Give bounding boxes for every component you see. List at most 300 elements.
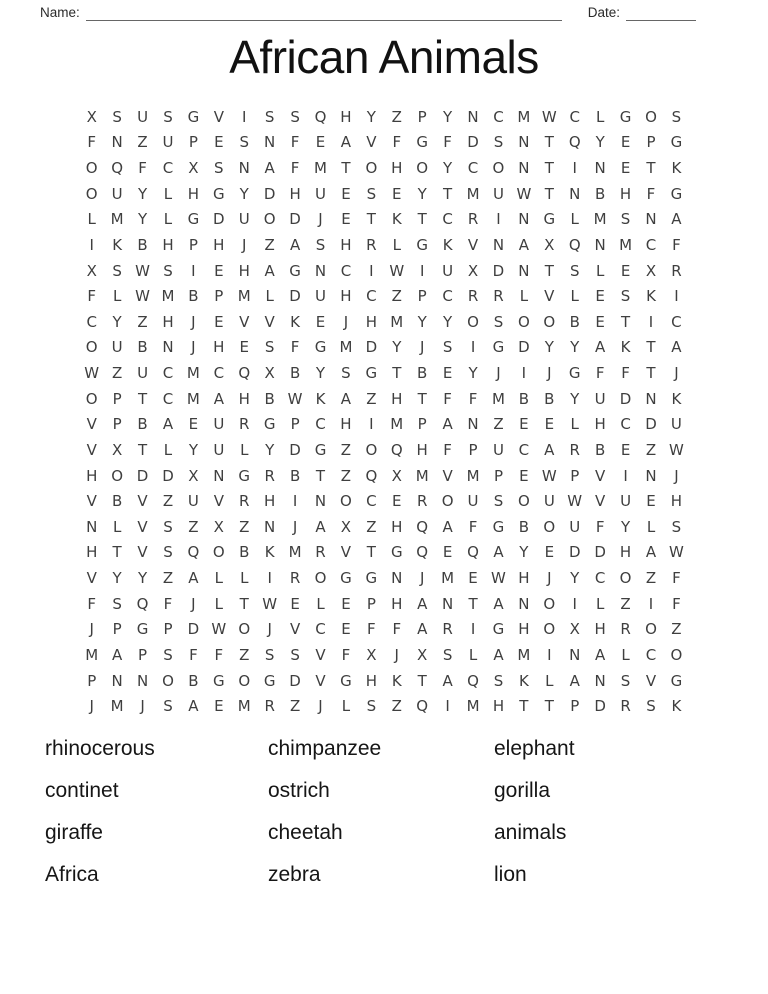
grid-letter: D: [289, 210, 301, 229]
grid-letter: G: [619, 107, 632, 126]
grid-letter: T: [315, 466, 326, 485]
grid-letter: N: [492, 235, 505, 254]
grid-letter: G: [492, 517, 505, 536]
grid-letter: A: [188, 697, 199, 716]
grid-letter: Y: [265, 440, 275, 459]
grid-letter: J: [419, 569, 425, 588]
grid-letter: T: [519, 697, 529, 716]
grid-letter: A: [264, 159, 275, 178]
grid-letter: M: [288, 543, 302, 562]
word-search-grid: [79, 104, 689, 719]
grid-letter: P: [417, 415, 427, 434]
grid-letter: L: [112, 517, 122, 536]
grid-letter: R: [315, 543, 326, 562]
grid-letter: M: [466, 466, 480, 485]
grid-letter: F: [392, 620, 402, 639]
grid-letter: A: [264, 261, 275, 280]
grid-row: [79, 463, 689, 489]
grid-letter: N: [645, 210, 657, 229]
grid-letter: N: [569, 184, 581, 203]
grid-letter: V: [315, 645, 326, 664]
grid-letter: K: [620, 338, 631, 357]
grid-letter: B: [595, 440, 606, 459]
grid-letter: R: [620, 697, 631, 716]
grid-letter: V: [544, 287, 555, 306]
grid-letter: A: [442, 517, 453, 536]
grid-letter: H: [365, 312, 377, 331]
grid-letter: O: [212, 543, 225, 562]
grid-letter: U: [315, 184, 326, 203]
grid-letter: S: [493, 492, 504, 511]
grid-row: [79, 360, 689, 386]
grid-letter: A: [645, 543, 657, 562]
grid-letter: I: [470, 620, 476, 639]
grid-letter: S: [112, 594, 122, 613]
grid-letter: E: [442, 364, 453, 383]
grid-letter: H: [492, 697, 505, 716]
grid-letter: R: [264, 466, 275, 485]
grid-letter: Q: [467, 671, 479, 690]
grid-letter: G: [365, 569, 378, 588]
grid-letter: O: [365, 159, 378, 178]
grid-letter: G: [187, 210, 200, 229]
grid-letter: A: [595, 338, 606, 357]
grid-letter: E: [239, 338, 249, 357]
grid-letter: K: [671, 697, 682, 716]
grid-letter: M: [491, 389, 505, 408]
grid-letter: T: [646, 159, 656, 178]
grid-letter: R: [620, 620, 631, 639]
grid-letter: B: [518, 389, 530, 408]
grid-letter: Y: [468, 364, 478, 383]
grid-letter: D: [467, 133, 479, 152]
name-field: [40, 5, 562, 21]
grid-letter: H: [391, 389, 403, 408]
grid-letter: H: [187, 184, 200, 203]
grid-letter: Y: [570, 389, 580, 408]
grid-letter: S: [442, 338, 453, 357]
grid-letter: X: [213, 517, 224, 536]
grid-letter: W: [668, 543, 684, 562]
grid-letter: F: [189, 645, 198, 664]
grid-letter: M: [466, 184, 480, 203]
grid-letter: V: [595, 492, 606, 511]
grid-letter: A: [595, 645, 606, 664]
grid-letter: G: [314, 440, 327, 459]
grid-row: [79, 693, 689, 719]
grid-letter: L: [163, 184, 173, 203]
grid-letter: A: [671, 210, 682, 229]
grid-letter: Y: [137, 210, 148, 229]
grid-letter: C: [594, 569, 606, 588]
grid-letter: M: [466, 697, 480, 716]
grid-letter: K: [518, 671, 529, 690]
grid-letter: U: [137, 107, 149, 126]
grid-letter: S: [163, 645, 173, 664]
grid-letter: N: [518, 210, 530, 229]
grid-row: [79, 591, 689, 617]
grid-row: [79, 283, 689, 309]
word-list-column: [268, 728, 494, 896]
grid-letter: W: [211, 620, 227, 639]
grid-letter: L: [621, 645, 630, 664]
grid-letter: V: [467, 235, 479, 254]
grid-letter: L: [646, 517, 656, 536]
grid-letter: U: [442, 261, 454, 280]
grid-letter: D: [594, 697, 606, 716]
grid-letter: R: [366, 235, 377, 254]
grid-letter: F: [290, 338, 300, 357]
grid-letter: L: [341, 697, 351, 716]
grid-letter: N: [111, 133, 123, 152]
grid-letter: K: [646, 287, 656, 306]
grid-letter: F: [595, 364, 605, 383]
grid-letter: F: [621, 364, 630, 383]
grid-letter: R: [467, 210, 479, 229]
grid-letter: N: [314, 261, 327, 280]
grid-letter: O: [263, 210, 276, 229]
grid-letter: P: [112, 620, 122, 639]
grid-letter: C: [569, 107, 580, 126]
grid-letter: W: [516, 184, 532, 203]
grid-letter: H: [619, 543, 632, 562]
grid-letter: S: [264, 107, 275, 126]
grid-letter: B: [544, 389, 555, 408]
grid-letter: S: [112, 107, 122, 126]
grid-letter: B: [137, 415, 148, 434]
grid-letter: Z: [391, 107, 402, 126]
header: [40, 5, 696, 21]
grid-letter: E: [544, 543, 555, 562]
grid-letter: Q: [416, 697, 429, 716]
grid-letter: E: [188, 415, 199, 434]
grid-letter: H: [391, 517, 403, 536]
grid-letter: G: [543, 210, 556, 229]
grid-letter: B: [264, 389, 275, 408]
grid-letter: V: [442, 466, 453, 485]
grid-letter: G: [670, 671, 683, 690]
grid-letter: D: [492, 261, 505, 280]
grid-row: [79, 642, 689, 668]
grid-letter: L: [570, 210, 579, 229]
grid-letter: O: [543, 620, 556, 639]
grid-letter: J: [267, 620, 272, 639]
grid-letter: U: [238, 210, 250, 229]
word-list-column: [45, 728, 268, 896]
grid-letter: A: [493, 645, 504, 664]
grid-letter: O: [517, 312, 530, 331]
grid-letter: H: [162, 312, 174, 331]
grid-letter: E: [620, 261, 631, 280]
grid-letter: C: [467, 159, 479, 178]
grid-letter: H: [340, 107, 352, 126]
grid-letter: G: [416, 235, 428, 254]
grid-letter: Y: [315, 364, 326, 383]
grid-letter: O: [85, 184, 98, 203]
grid-letter: G: [314, 338, 327, 357]
grid-letter: R: [239, 415, 250, 434]
grid-letter: T: [646, 338, 656, 357]
grid-letter: F: [87, 133, 97, 152]
grid-letter: C: [645, 235, 657, 254]
grid-letter: U: [315, 287, 326, 306]
grid-letter: X: [86, 107, 97, 126]
grid-letter: Z: [366, 517, 377, 536]
grid-letter: Y: [443, 159, 453, 178]
grid-letter: E: [620, 133, 631, 152]
grid-letter: T: [544, 133, 554, 152]
grid-letter: Y: [519, 543, 529, 562]
grid-letter: K: [671, 389, 682, 408]
grid-letter: H: [213, 338, 225, 357]
grid-letter: J: [343, 312, 349, 331]
grid-letter: X: [188, 159, 199, 178]
grid-letter: C: [162, 364, 174, 383]
grid-letter: N: [467, 107, 479, 126]
grid-letter: K: [112, 235, 123, 254]
grid-row: [79, 181, 689, 207]
grid-letter: L: [595, 594, 605, 613]
grid-letter: T: [137, 389, 148, 408]
grid-letter: V: [315, 671, 326, 690]
grid-letter: W: [567, 492, 583, 511]
grid-row: [79, 258, 689, 284]
grid-letter: X: [340, 517, 352, 536]
grid-letter: L: [545, 671, 554, 690]
grid-letter: L: [87, 210, 96, 229]
grid-letter: F: [341, 645, 351, 664]
grid-letter: Y: [137, 569, 148, 588]
grid-letter: H: [518, 620, 530, 639]
grid-letter: M: [415, 466, 429, 485]
grid-letter: E: [341, 184, 351, 203]
grid-letter: P: [290, 415, 300, 434]
grid-letter: J: [419, 338, 425, 357]
grid-letter: R: [493, 287, 504, 306]
grid-letter: X: [86, 261, 97, 280]
grid-letter: V: [264, 312, 275, 331]
grid-letter: A: [442, 415, 453, 434]
grid-letter: N: [594, 159, 606, 178]
grid-letter: S: [163, 697, 173, 716]
grid-letter: J: [191, 338, 196, 357]
grid-letter: X: [467, 261, 479, 280]
grid-letter: I: [648, 594, 654, 613]
grid-letter: V: [86, 569, 97, 588]
word-list-item: chimpanzee: [268, 737, 382, 760]
grid-letter: U: [137, 364, 149, 383]
grid-letter: G: [263, 671, 276, 690]
grid-letter: Y: [443, 107, 453, 126]
grid-letter: O: [365, 440, 378, 459]
grid-letter: F: [468, 517, 478, 536]
grid-letter: X: [569, 620, 580, 639]
grid-letter: L: [214, 569, 223, 588]
grid-letter: N: [111, 671, 123, 690]
grid-letter: M: [619, 235, 633, 254]
grid-letter: J: [496, 364, 501, 383]
grid-letter: A: [417, 594, 428, 613]
grid-letter: S: [442, 645, 453, 664]
grid-letter: G: [136, 620, 149, 639]
grid-letter: L: [570, 415, 579, 434]
word-list-item: lion: [494, 863, 527, 886]
grid-letter: A: [569, 671, 580, 690]
grid-letter: T: [544, 261, 554, 280]
grid-letter: J: [89, 697, 94, 716]
grid-letter: F: [672, 569, 681, 588]
grid-letter: T: [620, 312, 631, 331]
grid-letter: O: [314, 569, 327, 588]
grid-letter: M: [110, 210, 124, 229]
grid-letter: S: [620, 671, 631, 690]
grid-letter: J: [674, 466, 679, 485]
grid-letter: O: [543, 312, 556, 331]
grid-letter: M: [85, 645, 99, 664]
grid-row: [79, 565, 689, 591]
grid-letter: D: [187, 620, 200, 639]
grid-letter: E: [341, 594, 351, 613]
grid-row: [79, 104, 689, 130]
grid-letter: U: [111, 338, 123, 357]
grid-letter: P: [188, 235, 198, 254]
grid-letter: O: [340, 492, 352, 511]
grid-letter: A: [188, 569, 199, 588]
grid-letter: Q: [111, 159, 124, 178]
grid-letter: U: [492, 440, 504, 459]
word-list-item: animals: [494, 821, 567, 844]
grid-letter: M: [441, 569, 455, 588]
grid-letter: N: [213, 466, 225, 485]
grid-letter: L: [240, 440, 249, 459]
grid-letter: H: [365, 671, 377, 690]
grid-letter: S: [366, 697, 377, 716]
grid-row: [79, 617, 689, 643]
grid-letter: G: [390, 543, 403, 562]
grid-letter: A: [671, 338, 682, 357]
grid-letter: O: [111, 466, 124, 485]
grid-letter: C: [671, 312, 682, 331]
grid-letter: Q: [365, 466, 378, 485]
grid-letter: W: [287, 389, 303, 408]
grid-letter: X: [188, 466, 199, 485]
grid-letter: I: [89, 235, 94, 254]
grid-letter: B: [417, 364, 428, 383]
grid-letter: A: [340, 389, 352, 408]
grid-letter: R: [442, 620, 453, 639]
grid-letter: Z: [188, 517, 199, 536]
grid-letter: N: [569, 645, 581, 664]
grid-letter: J: [140, 697, 145, 716]
grid-letter: B: [188, 671, 199, 690]
grid-letter: A: [518, 235, 530, 254]
grid-letter: T: [392, 364, 402, 383]
grid-letter: I: [419, 261, 425, 280]
grid-letter: H: [594, 415, 606, 434]
grid-letter: W: [135, 287, 150, 306]
grid-letter: S: [112, 261, 122, 280]
grid-letter: L: [316, 594, 325, 613]
grid-letter: M: [161, 287, 175, 306]
grid-letter: Y: [366, 107, 376, 126]
grid-letter: X: [391, 466, 402, 485]
grid-letter: C: [493, 107, 504, 126]
grid-letter: I: [369, 415, 374, 434]
grid-letter: Z: [264, 235, 275, 254]
grid-letter: K: [391, 210, 402, 229]
grid-row: [79, 668, 689, 694]
name-label: Name:: [40, 5, 80, 20]
grid-letter: F: [443, 440, 452, 459]
grid-letter: Z: [366, 389, 377, 408]
grid-letter: B: [137, 338, 148, 357]
grid-letter: H: [340, 287, 352, 306]
grid-letter: L: [240, 569, 249, 588]
grid-letter: Y: [443, 312, 453, 331]
grid-letter: C: [442, 287, 453, 306]
grid-letter: J: [318, 697, 323, 716]
grid-letter: D: [365, 338, 378, 357]
grid-letter: J: [191, 312, 196, 331]
grid-letter: N: [264, 133, 276, 152]
grid-letter: Z: [391, 287, 402, 306]
grid-letter: S: [646, 697, 656, 716]
grid-letter: N: [645, 389, 657, 408]
grid-letter: I: [470, 338, 476, 357]
grid-letter: A: [417, 620, 428, 639]
grid-letter: S: [341, 364, 351, 383]
grid-letter: J: [674, 364, 679, 383]
grid-letter: D: [263, 184, 276, 203]
grid-letter: D: [568, 543, 581, 562]
grid-letter: G: [492, 338, 505, 357]
grid-letter: I: [445, 697, 450, 716]
grid-letter: X: [417, 645, 428, 664]
grid-letter: S: [290, 645, 300, 664]
grid-letter: F: [443, 133, 452, 152]
grid-letter: P: [493, 466, 503, 485]
grid-letter: T: [544, 697, 554, 716]
grid-letter: G: [568, 364, 581, 383]
grid-letter: Q: [187, 543, 200, 562]
word-list-item: cheetah: [268, 821, 343, 844]
grid-letter: C: [213, 364, 225, 383]
grid-row: [79, 130, 689, 156]
grid-letter: Y: [417, 184, 427, 203]
grid-letter: E: [341, 620, 351, 639]
grid-letter: O: [85, 389, 98, 408]
grid-letter: O: [416, 159, 429, 178]
grid-letter: F: [290, 159, 300, 178]
grid-letter: B: [188, 287, 199, 306]
grid-letter: Q: [568, 133, 581, 152]
grid-letter: O: [543, 594, 556, 613]
grid-letter: F: [163, 594, 173, 613]
grid-letter: A: [493, 543, 504, 562]
grid-letter: P: [366, 594, 376, 613]
grid-letter: M: [593, 210, 607, 229]
grid-letter: Q: [390, 440, 403, 459]
grid-letter: J: [547, 364, 552, 383]
grid-letter: U: [213, 440, 225, 459]
grid-letter: P: [87, 671, 97, 690]
grid-letter: F: [672, 594, 681, 613]
grid-letter: U: [543, 492, 555, 511]
grid-letter: S: [671, 517, 682, 536]
grid-letter: Y: [595, 133, 605, 152]
grid-letter: Y: [417, 312, 427, 331]
grid-letter: O: [543, 517, 556, 536]
